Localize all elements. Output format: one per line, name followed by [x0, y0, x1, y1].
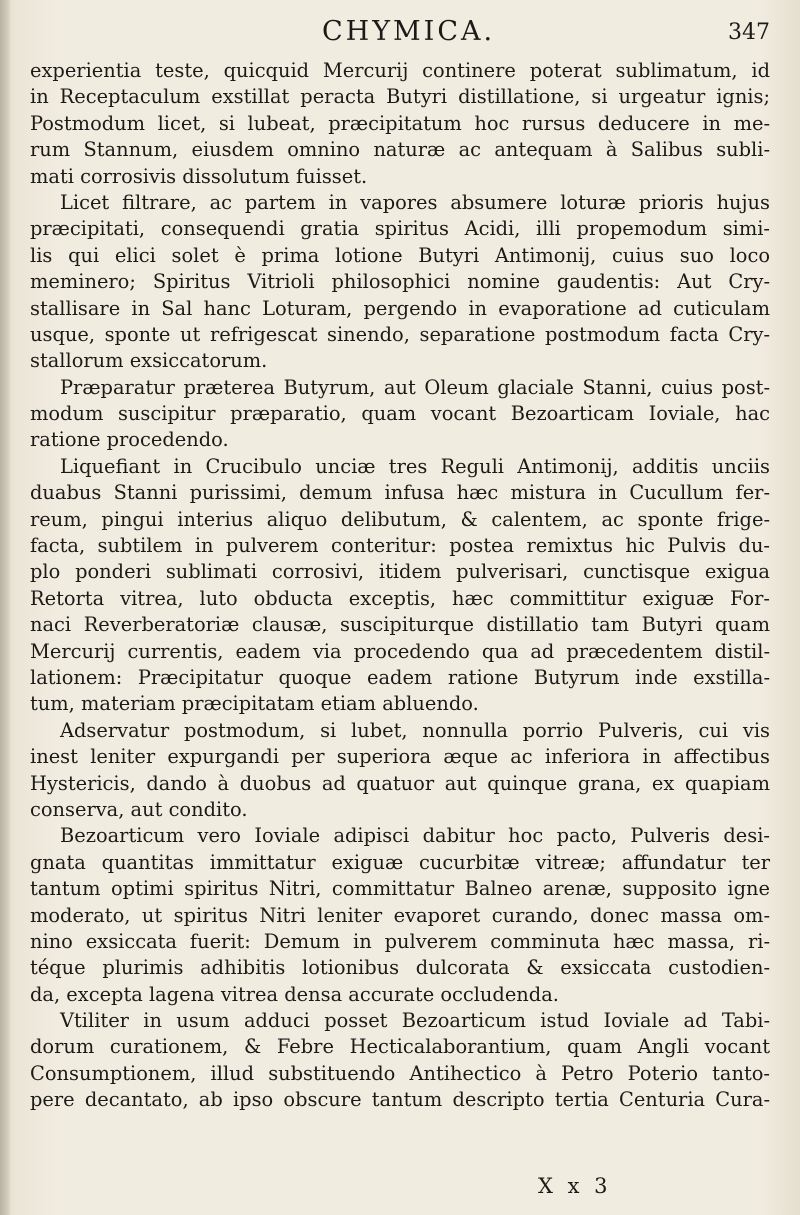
- text-line: Hystericis, dando à duobus ad quatuor aut quinque grana, ex quapiam: [30, 771, 770, 795]
- text-line: Præparatur præterea Butyrum, aut Oleum glaciale Stanni, cuius post-: [60, 375, 770, 399]
- text-line: Consumptionem, illud substituendo Antihectico à Petro Poterio tanto-: [30, 1061, 770, 1085]
- text-line: modum suscipitur præparatio, quam vocant Bezoarticam Ioviale, hac: [30, 402, 770, 426]
- text-line: nino exsiccata fuerit: Demum in pulverem comminuta hæc massa, ri-: [30, 929, 770, 953]
- text-line: Adservatur postmodum, si lubet, nonnulla porrio Pulveris, cui vis: [60, 718, 770, 742]
- text-line: conserva, aut condito.: [30, 797, 248, 821]
- text-line: lis qui elici solet è prima lotione Butyri Antimonij, cuius suo loco: [30, 243, 770, 267]
- signature-catchwords: X x 3: [538, 1174, 612, 1198]
- running-title: CHYMICA.: [322, 16, 496, 47]
- body-text: [30, 58, 770, 1114]
- text-line: da, excepta lagena vitrea densa accurate occludenda.: [30, 982, 559, 1006]
- text-line: stallorum exsiccatorum.: [30, 349, 268, 373]
- page-header: [30, 16, 770, 56]
- text-line: rum Stannum, eiusdem omnino naturæ ac antequam à Salibus subli-: [30, 138, 770, 162]
- text-line: reum, pingui interius aliquo delibutum, & calentem, ac sponte frige-: [30, 507, 770, 531]
- text-line: plo ponderi sublimati corrosivi, itidem pulverisari, cunctisque exigua: [30, 560, 770, 584]
- text-line: Licet filtrare, ac partem in vapores absumere loturæ prioris hujus: [60, 190, 770, 214]
- text-line: inest leniter expurgandi per superiora æque ac inferiora in affectibus: [30, 745, 770, 769]
- text-line: pere decantato, ab ipso obscure tantum descripto tertia Centuria Cura-: [30, 1088, 770, 1112]
- text-line: facta, subtilem in pulverem conteritur: postea remixtus hic Pulvis du-: [30, 534, 770, 558]
- text-line: ratione procedendo.: [30, 428, 229, 452]
- text-line: lationem: Præcipitatur quoque eadem ratione Butyrum inde exstilla-: [30, 665, 770, 689]
- text-line: Retorta vitrea, luto obducta exceptis, hæc committitur exiguæ For-: [30, 586, 770, 610]
- text-line: dorum curationem, & Febre Hecticalaborantium, quam Angli vocant: [30, 1035, 770, 1059]
- text-line: Postmodum licet, si lubeat, præcipitatum hoc rursus deducere in me-: [30, 111, 770, 135]
- text-line: gnata quantitas immittatur exiguæ cucurbitæ vitreæ; affundatur ter: [30, 850, 770, 874]
- text-line: duabus Stanni purissimi, demum infusa hæc mistura in Cucullum fer-: [30, 481, 770, 505]
- text-line: Liquefiant in Crucibulo unciæ tres Reguli Antimonij, additis unciis: [60, 454, 770, 478]
- text-line: tantum optimi spiritus Nitri, committatur Balneo arenæ, supposito igne: [30, 877, 770, 901]
- text-line: Bezoarticum vero Ioviale adipisci dabitur hoc pacto, Pulveris desi-: [60, 824, 770, 848]
- text-line: mati corrosivis dissolutum fuisset.: [30, 164, 368, 188]
- text-line: téque plurimis adhibitis lotionibus dulcorata & exsiccata custodien-: [30, 956, 770, 980]
- text-line: moderato, ut spiritus Nitri leniter evaporet curando, donec massa om-: [30, 903, 770, 927]
- text-line: experientia teste, quicquid Mercurij continere poterat sublimatum, id: [30, 59, 770, 82]
- text-line: tum, materiam præcipitatam etiam abluendo.: [30, 692, 479, 716]
- text-line: usque, sponte ut refrigescat sinendo, separatione postmodum facta Cry-: [30, 322, 770, 346]
- text-line: meminero; Spiritus Vitrioli philosophici nomine gaudentis: Aut Cry-: [30, 270, 770, 294]
- page-number: 347: [728, 20, 770, 45]
- text-line: naci Reverberatoriæ clausæ, suscipiturque distillatio tam Butyri quam: [30, 613, 770, 637]
- text-line: Vtiliter in usum adduci posset Bezoarticum istud Ioviale ad Tabi-: [60, 1009, 770, 1033]
- text-line: Mercurij currentis, eadem via procedendo qua ad præcedentem distil-: [30, 639, 770, 663]
- text-line: stallisare in Sal hanc Loturam, pergendo in evaporatione ad cuticulam: [30, 296, 770, 320]
- text-line: in Receptaculum exstillat peracta Butyri distillatione, si urgeatur ignis;: [30, 85, 770, 109]
- text-line: præcipitati, consequendi gratia spiritus Acidi, illi propemodum simi-: [30, 217, 770, 241]
- page-gutter: [0, 0, 10, 1215]
